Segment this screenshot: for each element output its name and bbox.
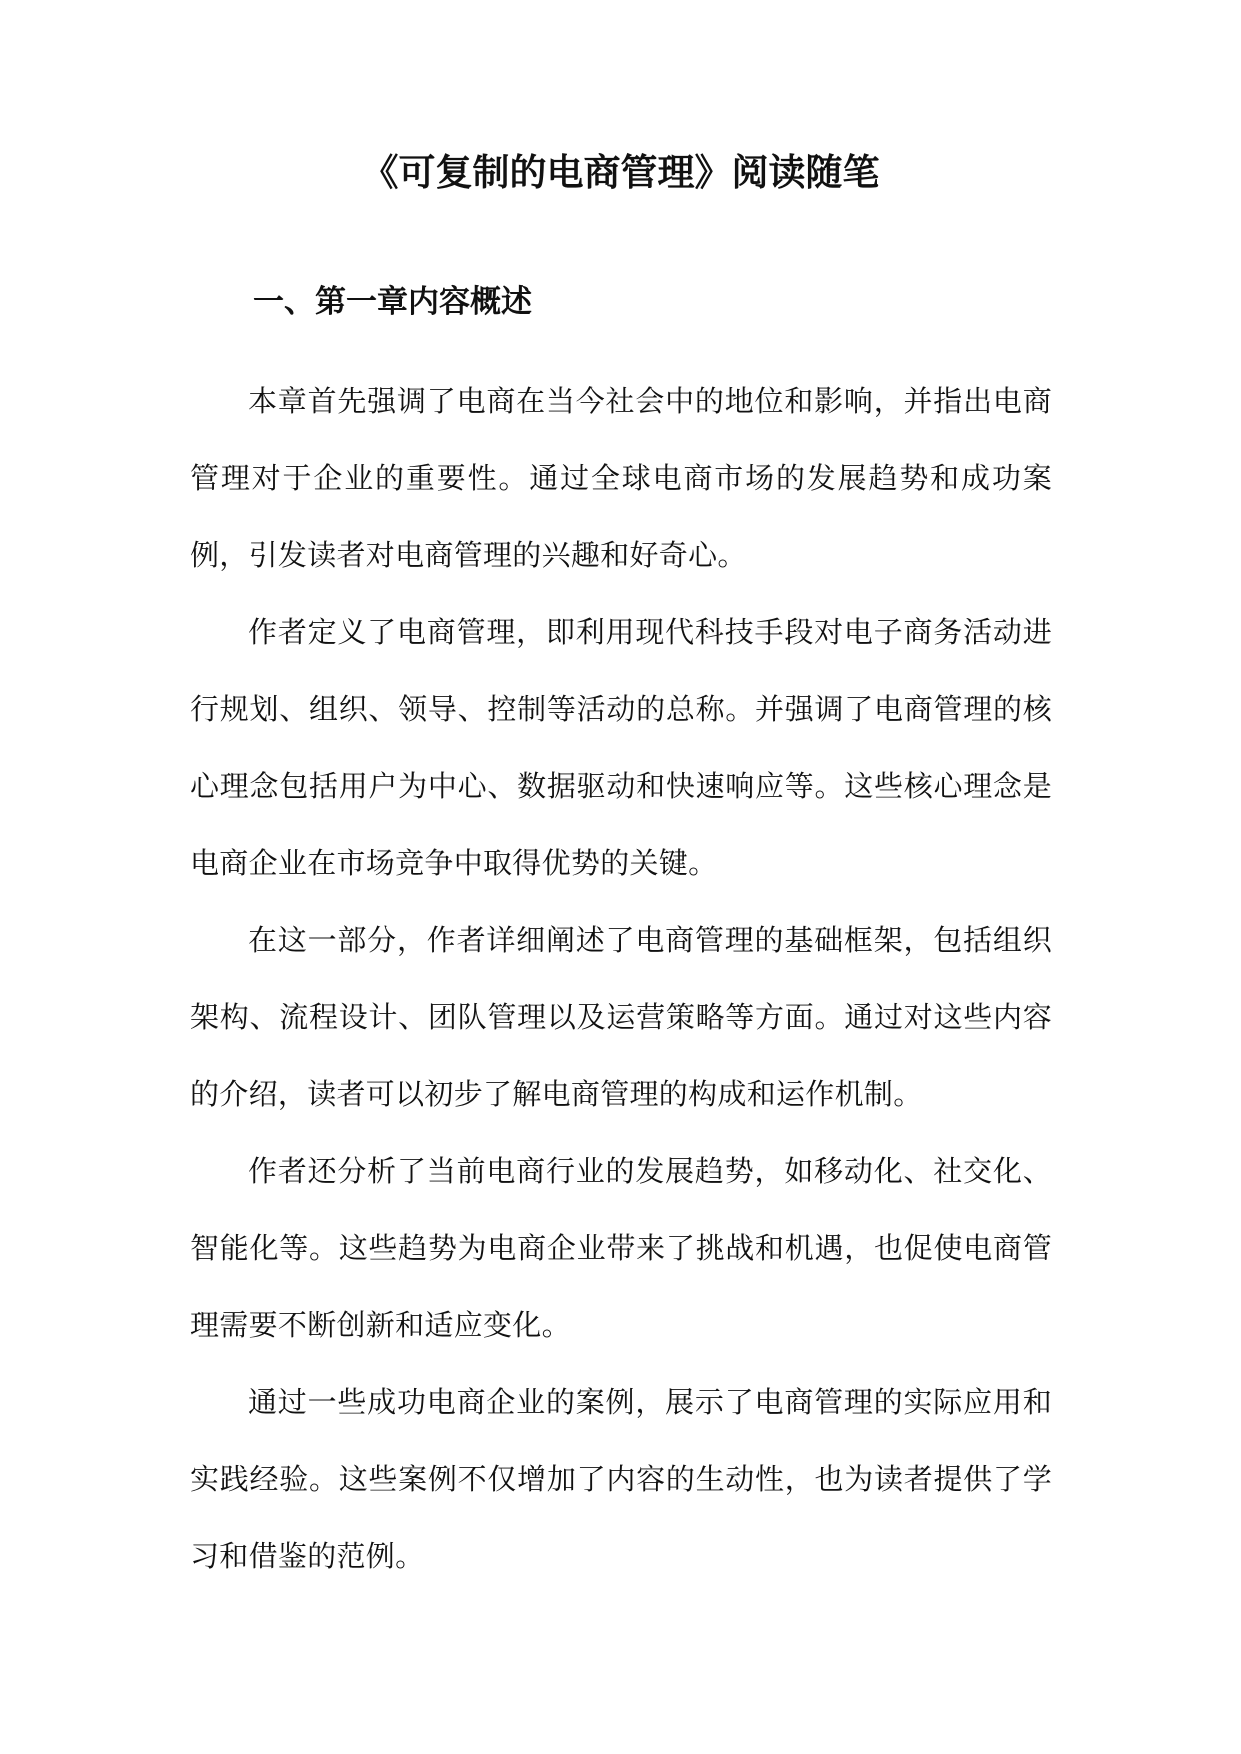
paragraph: 通过一些成功电商企业的案例，展示了电商管理的实际应用和实践经验。这些案例不仅增加了内容的生动性，也为读者提供了学习和借鉴的范例。 (190, 1385, 1052, 1573)
paragraph: 作者还分析了当前电商行业的发展趋势，如移动化、社交化、智能化等。这些趋势为电商企业带来了挑战和机遇，也促使电商管理需要不断创新和适应变化。 (190, 1154, 1052, 1342)
body-text (190, 363, 1052, 1595)
paragraph: 在这一部分，作者详细阐述了电商管理的基础框架，包括组织架构、流程设计、团队管理以及运营策略等方面。通过对这些内容的介绍，读者可以初步了解电商管理的构成和运作机制。 (190, 923, 1052, 1111)
paragraph: 作者定义了电商管理，即利用现代科技手段对电子商务活动进行规划、组织、领导、控制等活动的总称。并强调了电商管理的核心理念包括用户为中心、数据驱动和快速响应等。这些核心理念是电商企业在市场竞争中取得优势的关键。 (190, 615, 1052, 880)
section-heading: 一、第一章内容概述 (253, 284, 532, 320)
paragraph: 本章首先强调了电商在当今社会中的地位和影响，并指出电商管理对于企业的重要性。通过全球电商市场的发展趋势和成功案例，引发读者对电商管理的兴趣和好奇心。 (190, 384, 1052, 572)
document-title: 《可复制的电商管理》阅读随笔 (361, 151, 880, 194)
